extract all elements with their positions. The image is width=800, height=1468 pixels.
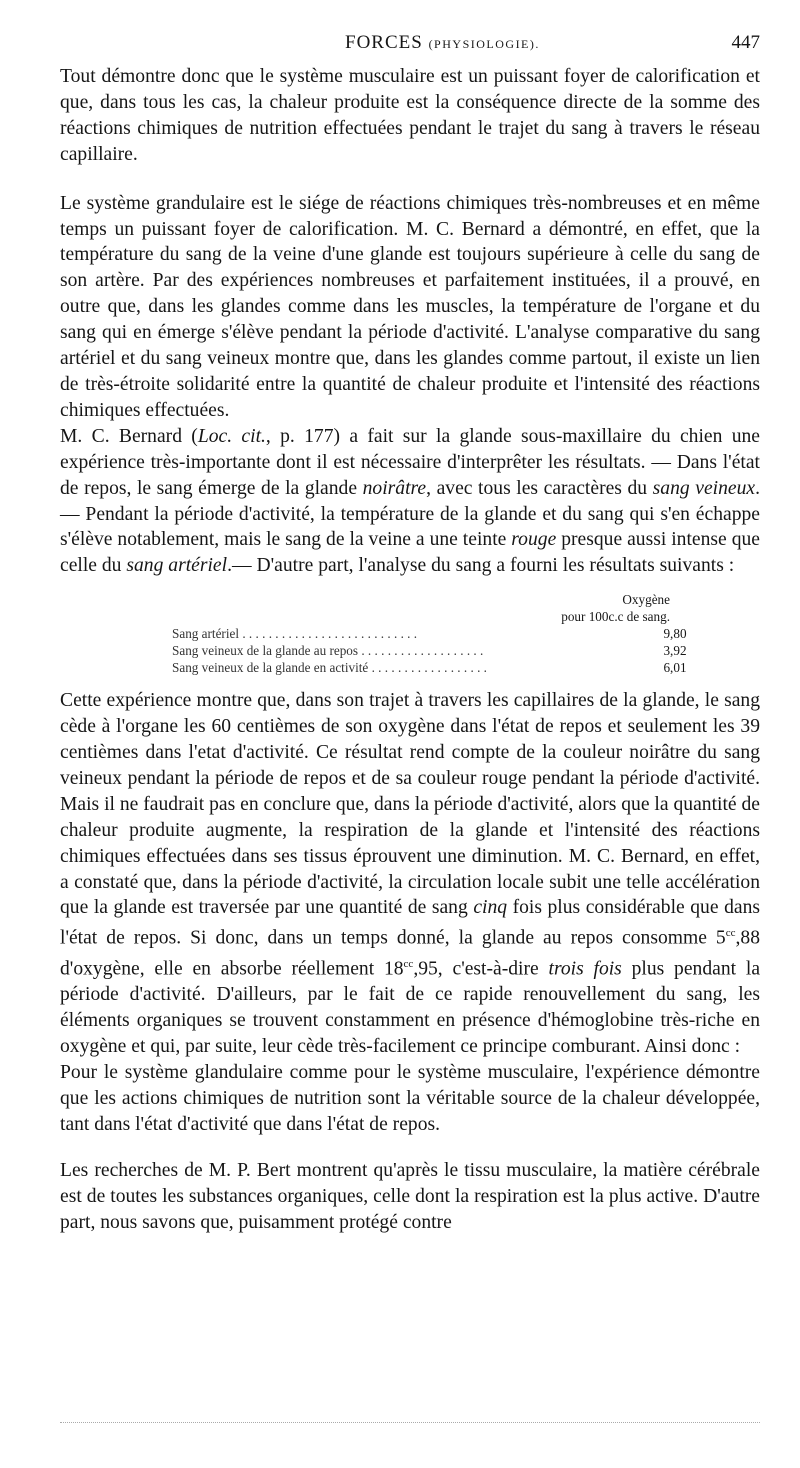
table-row-label: Sang veineux de la glande en activité xyxy=(172,660,369,676)
page-number: 447 xyxy=(731,32,760,53)
running-title xyxy=(345,32,540,54)
paragraph-muscular-conclusion: Tout démontre donc que le système musculaire est un puissant foyer de calorification et que, dans tous les cas, la chaleur produite est la conséquence directe de la somme des réactions chimiques de nutrition effectuées pendant le trajet du sang à travers le réseau capillaire. xyxy=(60,66,760,165)
oxygen-table-header: Oxygène pour 100c.c de sang. xyxy=(561,592,670,625)
running-header xyxy=(60,32,760,58)
table-row: Sang veineux de la glande en activité . . . . . . . . . . . . . . . . . . 6,01 xyxy=(60,659,760,676)
paragraph-glandular-conclusion: Pour le système glandulaire comme pour le système musculaire, l'expérience démontre que les actions chimiques de nutrition sont la véritable source de la chaleur développée, tant dans l'état d'activité que dans l'état de repos. xyxy=(60,1061,760,1135)
paragraph-glandular-system: Le système grandulaire est le siége de réactions chimiques très-nombreuses et en même temps un puissant foyer de calorification. M. C. Bernard a démontré, en effet, que la température du sang de la veine d'une glande est toujours supérieure à celle du sang de son artère. Par des expériences nombreuses et parfaitement instituées, il a prouvé, en outre que, dans les glandes comme dans les muscles, la température de l'organe et du sang qui en émerge s'élève pendant la période d'activité. L'analyse comparative du sang artériel et du sang veineux montre que, dans les glandes comme partout, il existe un lien de très-étroite solidarité entre la quantité de chaleur produite et l'intensité des réactions chimiques effectuées. xyxy=(60,192,760,421)
running-title-main: FORCES xyxy=(345,32,423,53)
paragraph-bernard-experiment: M. C. Bernard (Loc. cit., p. 177) a fait sur la glande sous-maxillaire du chien une expérience très-importante dont il est nécessaire d'interprêter les résultats. — Dans l'état de repos, le sang émerge de la glande noirâtre, avec tous les caractères du sang veineux. — Pendant la période d'activité, la température de la glande et du sang qui s'en échappe s'élève notablement, mais le sang de la veine a une teinte rouge presque aussi intense que celle du sang artériel.— D'autre part, l'analyse du sang a fourni les résultats suivants : xyxy=(60,425,761,577)
table-row-value: 9,80 xyxy=(663,626,687,642)
table-row: Sang artériel . . . . . . . . . . . . . . . . . . . . . . . . . . . 9,80 xyxy=(60,625,760,642)
paragraph-experiment-interpretation: Cette expérience montre que, dans son trajet à travers les capillaires de la glande, le sang cède à l'organe les 60 centièmes de son oxygène dans l'état de repos et seulement les 39 centièmes dans l'etat d'activité. Ce résultat rend compte de la couleur noirâtre du sang veineux pendant la période de repos et de sa couleur rouge pendant la période d'activité. Mais il ne faudrait pas en conclure que, dans la période d'activité, alors que la quantité de chaleur produite augmente, la respiration de la glande et l'intensité des réactions chimiques effectuées dans ses tissus éprouvent une diminution. M. C. Bernard, en effet, a constaté que, dans la période d'activité, la circulation locale subit une telle accélération que la glande est traversée par une quantité de sang cinq fois plus considérable que dans l'état de repos. Si donc, dans un temps donné, la glande au repos consomme $5^{cc},88$ d'oxygène, elle en absorbe réellement $18^{cc},95$, c'est-à-dire trois fois plus pendant la période d'activité. D'ailleurs, par le fait de ce rapide renouvellement du sang, les éléments organiques se trouvent constamment en présence d'hémoglobine très-riche en oxygène et qui, par suite, leur cède très-facilement ce principe comburant. Ainsi donc : xyxy=(60,690,761,1058)
table-row: Sang veineux de la glande au repos . . . . . . . . . . . . . . . . . . . 3,92 xyxy=(60,642,760,659)
table-row-value: 6,01 xyxy=(663,660,687,676)
paragraph-cerebral-matter: Les recherches de M. P. Bert montrent qu'après le tissu musculaire, la matière cérébrale est de toutes les substances organiques, celle dont la respiration est la plus active. D'autre part, nous savons que, puisamment protégé contre xyxy=(60,1159,760,1233)
page-body xyxy=(60,64,760,1235)
table-row-value: 3,92 xyxy=(663,643,687,659)
running-title-subtitle: (PHYSIOLOGIE). xyxy=(428,37,540,51)
oxygen-table xyxy=(60,591,760,676)
table-row-label: Sang artériel xyxy=(172,626,240,642)
table-row-label: Sang veineux de la glande au repos xyxy=(172,643,359,659)
footer-rule xyxy=(60,1422,760,1425)
